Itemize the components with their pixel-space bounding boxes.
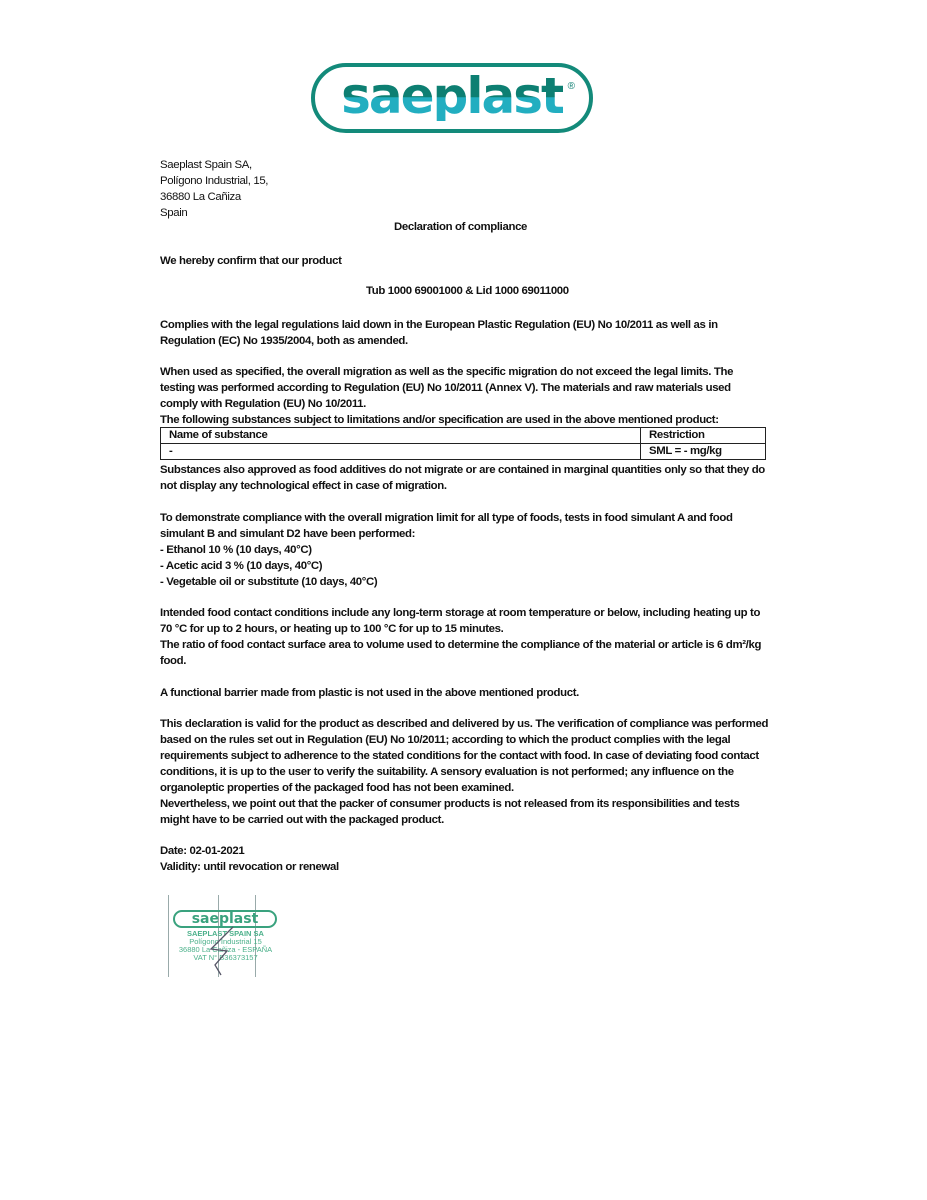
saeplast-logo	[311, 63, 593, 133]
stamp-line: Polígono Industrial 15	[189, 937, 262, 946]
migration-paragraph: When used as specified, the overall migration as well as the specific migration do not exceed the legal limits. The testing was performed according to Regulation (EU) No 10/2011 (Annex V). The materials and raw materials used comply with Regulation (EU) No 10/2011.	[160, 366, 734, 410]
stamp-line: VAT N° B36373157	[193, 953, 258, 962]
substances-intro: The following substances subject to limitations and/or specification are used in the above mentioned product:	[160, 414, 719, 426]
packer-paragraph: Nevertheless, we point out that the packer of consumer products is not released from its responsibilities and tests might have to be carried out with the packaged product.	[160, 798, 740, 826]
intro-text: We hereby confirm that our product	[160, 255, 342, 267]
table-row	[161, 444, 766, 460]
product-name: Tub 1000 69001000 & Lid 1000 69011000	[366, 285, 569, 297]
address-line: Spain	[160, 207, 188, 219]
date-text: Date: 02-01-2021	[160, 845, 245, 857]
restriction-cell: SML = - mg/kg	[641, 444, 766, 460]
test-item: - Acetic acid 3 % (10 days, 40°C)	[160, 560, 323, 572]
additives-paragraph: Substances also approved as food additives do not migrate or are contained in marginal quantities only so that they do not display any technological effect in case of migration.	[160, 464, 765, 492]
company-stamp	[163, 895, 288, 977]
ratio-paragraph: The ratio of food contact surface area to volume used to determine the compliance of the material or article is 6 dm²/kg food.	[160, 639, 762, 667]
validity-period-text: Validity: until revocation or renewal	[160, 861, 339, 873]
conditions-paragraph: Intended food contact conditions include any long-term storage at room temperature or below, including heating up to 70 °C for up to 2 hours, or heating up to 100 °C for up to 15 minutes.	[160, 607, 761, 635]
logo-text: saeplast	[341, 67, 563, 125]
test-list	[160, 542, 770, 590]
test-item: - Vegetable oil or substitute (10 days, 40°C)	[160, 576, 378, 588]
sender-address	[160, 157, 770, 221]
substance-name-cell: -	[161, 444, 641, 460]
complies-paragraph: Complies with the legal regulations laid down in the European Plastic Regulation (EU) No 10/2011 as well as in Regulation (EC) No 1935/2004, both as amended.	[160, 319, 718, 347]
substances-table	[160, 427, 766, 460]
barrier-paragraph: A functional barrier made from plastic is not used in the above mentioned product.	[160, 687, 579, 699]
table-header-row	[161, 428, 766, 444]
stamp-logo: saeplast	[173, 910, 277, 928]
address-line: Polígono Industrial, 15,	[160, 175, 269, 187]
stamp-line: SAEPLAST SPAIN SA	[187, 929, 264, 938]
signature-icon	[203, 925, 243, 977]
stamp-line: 36880 La Cañiza - ESPAÑA	[178, 945, 273, 954]
demonstrate-paragraph: To demonstrate compliance with the overall migration limit for all type of foods, tests in food simulant A and food simulant B and simulant D2 have been performed:	[160, 512, 733, 540]
address-line: Saeplast Spain SA,	[160, 159, 252, 171]
header-restriction: Restriction	[641, 428, 766, 444]
address-line: 36880 La Cañiza	[160, 191, 241, 203]
document-title: Declaration of compliance	[394, 221, 528, 233]
test-item: - Ethanol 10 % (10 days, 40°C)	[160, 544, 312, 556]
validity-paragraph: This declaration is valid for the product as described and delivered by us. The verification of compliance was performed based on the rules set out in Regulation (EU) No 10/2011; according to which the product complies with the legal requirements subject to adherence to the stated conditions for the contact with food. In case of deviating food contact conditions, it is up to the user to verify the suitability. A sensory evaluation is not performed; any influence on the organoleptic properties of the packaged food has not been examined.	[160, 718, 769, 794]
registered-mark: ®	[567, 81, 575, 92]
header-name-of-substance: Name of substance	[161, 428, 641, 444]
